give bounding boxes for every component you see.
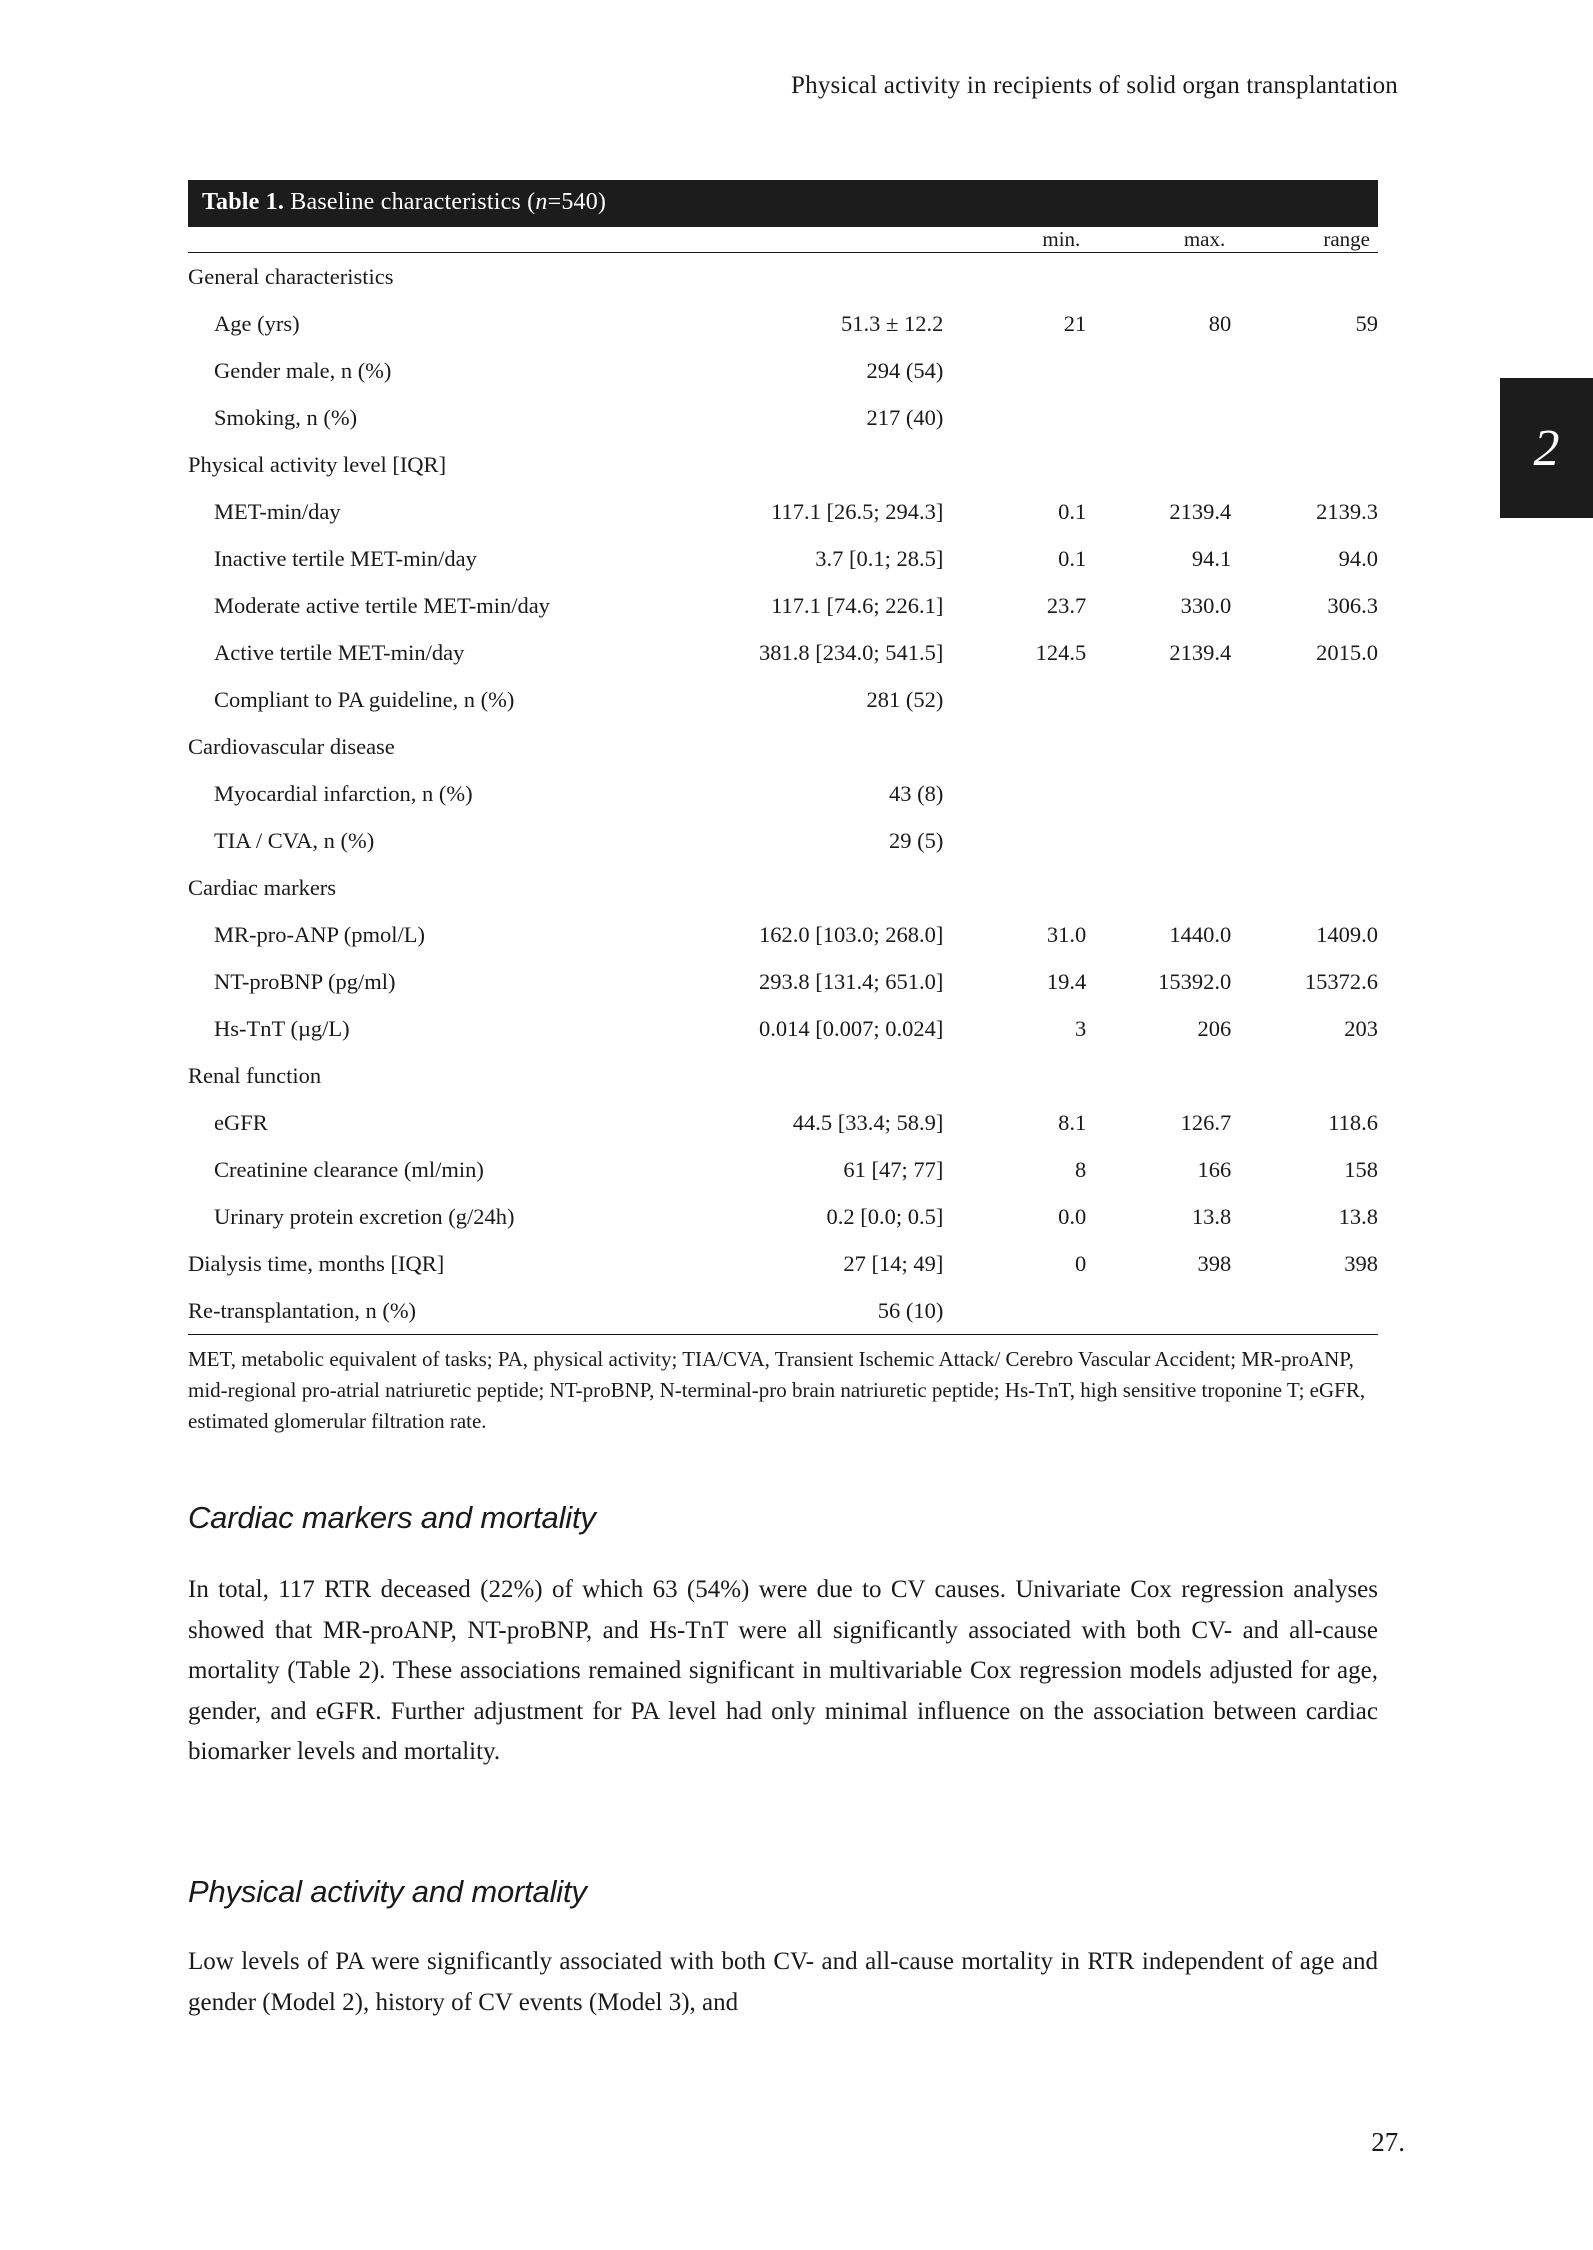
cell-value (636, 253, 944, 301)
cell-max (1086, 253, 1231, 301)
cell-label: TIA / CVA, n (%) (214, 827, 375, 853)
cell-label: Smoking, n (%) (214, 404, 358, 430)
cell-label: Age (yrs) (214, 310, 300, 336)
cell-value: 56 (10) (877, 1297, 944, 1323)
table-row (188, 1052, 1378, 1099)
table-row (188, 1146, 1378, 1193)
cell-range: 158 (1344, 1156, 1378, 1182)
cell-range (1231, 864, 1378, 911)
cell-label: Dialysis time, months [IQR] (188, 1250, 445, 1276)
cell-value (636, 1052, 944, 1099)
cell-label: Renal function (188, 1062, 322, 1088)
table-row (188, 1193, 1378, 1240)
col-header-value (636, 227, 944, 252)
cell-max (1086, 817, 1231, 864)
table-row (188, 253, 1378, 301)
col-header-min: min. (1042, 227, 1081, 251)
cell-max (1086, 676, 1231, 723)
page-number: 27. (1371, 2127, 1405, 2157)
table-row (188, 817, 1378, 864)
cell-min: 31.0 (1046, 921, 1087, 947)
cell-min: 8.1 (1058, 1109, 1087, 1135)
cell-min (943, 347, 1086, 394)
chapter-thumb-tab: 2 (1500, 378, 1593, 518)
paragraph-physical-activity-and-mortality: Low levels of PA were significantly associated with both CV- and all-cause mortality in RTR independent of age and gender (Model 2), history of CV events (Model 3), and (188, 1948, 1378, 2016)
table-caption-label: Table 1. (202, 189, 285, 215)
table-row (188, 1005, 1378, 1052)
table-row (188, 441, 1378, 488)
cell-min (943, 864, 1086, 911)
table-body (188, 253, 1378, 1335)
cell-range: 2139.3 (1316, 498, 1378, 524)
cell-max (1086, 1052, 1231, 1099)
cell-label: Hs-TnT (µg/L) (214, 1015, 350, 1041)
cell-range: 15372.6 (1304, 968, 1378, 994)
cell-value: 43 (8) (889, 780, 944, 806)
cell-range (1231, 347, 1378, 394)
cell-label: Inactive tertile MET-min/day (214, 545, 477, 571)
cell-min: 0.0 (1058, 1203, 1087, 1229)
cell-max (1086, 441, 1231, 488)
cell-range (1231, 676, 1378, 723)
cell-label: Cardiac markers (188, 874, 337, 900)
cell-range: 94.0 (1338, 545, 1378, 571)
table-row (188, 864, 1378, 911)
cell-max: 330.0 (1180, 592, 1232, 618)
heading-physical-activity-and-mortality: Physical activity and mortality (188, 1874, 587, 1909)
cell-label: NT-proBNP (pg/ml) (214, 968, 396, 994)
col-header-range: range (1323, 227, 1370, 251)
table-footnote: MET, metabolic equivalent of tasks; PA, physical activity; TIA/CVA, Transient Ischemic Attack/ Cerebro Vascular Accident; MR-proANP, mid-regional pro-atrial natriuretic peptide; NT-proBNP, N-terminal-pro brain natriuretic peptide; Hs-TnT, high sensitive troponine T; eGFR, estimated glomerular filtration rate. (188, 1347, 1366, 1433)
cell-min (943, 676, 1086, 723)
cell-min (943, 1287, 1086, 1334)
cell-label: Active tertile MET-min/day (214, 639, 465, 665)
cell-range: 306.3 (1327, 592, 1378, 618)
cell-min (943, 723, 1086, 770)
cell-label: Gender male, n (%) (214, 357, 392, 383)
cell-range: 1409.0 (1316, 921, 1378, 947)
cell-value: 3.7 [0.1; 28.5] (815, 545, 944, 571)
col-header-max: max. (1183, 227, 1226, 251)
cell-min: 8 (1075, 1156, 1087, 1182)
cell-min: 21 (1063, 310, 1087, 336)
cell-value: 117.1 [26.5; 294.3] (771, 498, 944, 524)
cell-max: 2139.4 (1169, 639, 1232, 665)
cell-label: Myocardial infarction, n (%) (214, 780, 473, 806)
paragraph-cardiac-markers-and-mortality: In total, 117 RTR deceased (22%) of which 63 (54%) were due to CV causes. Univariate Cox regression analyses showed that MR-proANP, NT-proBNP, and Hs-TnT were all significantly associated with both CV- and all-cause mortality (Table 2). These associations remained significant in multivariable Cox regression models adjusted for age, gender, and eGFR. Further adjustment for PA level had only minimal influence on the association between cardiac biomarker levels and mortality. (188, 1576, 1378, 1765)
cell-range (1231, 253, 1378, 301)
cell-range: 13.8 (1338, 1203, 1378, 1229)
cell-value (636, 441, 944, 488)
table-caption-text: Baseline characteristics (n=540) (290, 189, 607, 215)
heading-cardiac-markers-and-mortality: Cardiac markers and mortality (188, 1500, 596, 1535)
cell-range: 398 (1344, 1250, 1378, 1276)
cell-min: 23.7 (1046, 592, 1087, 618)
table-row (188, 300, 1378, 347)
cell-value (636, 723, 944, 770)
cell-range: 2015.0 (1316, 639, 1378, 665)
cell-max: 126.7 (1180, 1109, 1232, 1135)
cell-min: 19.4 (1046, 968, 1087, 994)
cell-value: 162.0 [103.0; 268.0] (759, 921, 944, 947)
cell-range (1231, 441, 1378, 488)
cell-label: MET-min/day (214, 498, 341, 524)
cell-value: 294 (54) (866, 357, 944, 383)
cell-max (1086, 770, 1231, 817)
cell-range (1231, 770, 1378, 817)
table-1 (188, 180, 1378, 1437)
cell-min: 0.1 (1058, 545, 1087, 571)
cell-max: 206 (1197, 1015, 1232, 1041)
table-header-row (188, 227, 1378, 252)
table-row (188, 723, 1378, 770)
cell-max (1086, 723, 1231, 770)
table-row (188, 629, 1378, 676)
table-row (188, 1240, 1378, 1287)
cell-min: 124.5 (1035, 639, 1087, 665)
cell-value: 117.1 [74.6; 226.1] (771, 592, 944, 618)
cell-max: 94.1 (1191, 545, 1232, 571)
cell-label: Physical activity level [IQR] (188, 451, 447, 477)
cell-min (943, 1052, 1086, 1099)
cell-min (943, 441, 1086, 488)
table-row (188, 1099, 1378, 1146)
cell-value: 381.8 [234.0; 541.5] (759, 639, 944, 665)
cell-min: 3 (1075, 1015, 1087, 1041)
cell-range: 203 (1344, 1015, 1378, 1041)
cell-value: 27 [14; 49] (843, 1250, 944, 1276)
table-row (188, 394, 1378, 441)
cell-range (1231, 1287, 1378, 1334)
cell-max: 13.8 (1191, 1203, 1232, 1229)
cell-max (1086, 347, 1231, 394)
cell-label: Compliant to PA guideline, n (%) (214, 686, 515, 712)
cell-max: 15392.0 (1158, 968, 1232, 994)
cell-range (1231, 394, 1378, 441)
cell-min (943, 394, 1086, 441)
cell-value: 44.5 [33.4; 58.9] (792, 1109, 944, 1135)
cell-label: Urinary protein excretion (g/24h) (214, 1203, 515, 1229)
cell-value: 0.2 [0.0; 0.5] (826, 1203, 944, 1229)
table-row (188, 535, 1378, 582)
cell-min (943, 770, 1086, 817)
cell-max: 166 (1197, 1156, 1232, 1182)
cell-range (1231, 723, 1378, 770)
cell-max (1086, 1287, 1231, 1334)
cell-max: 2139.4 (1169, 498, 1232, 524)
running-head: Physical activity in recipients of solid organ transplantation (791, 72, 1398, 99)
table-row (188, 958, 1378, 1005)
table-1-grid (188, 227, 1378, 1334)
cell-value: 293.8 [131.4; 651.0] (759, 968, 944, 994)
cell-range: 118.6 (1328, 1109, 1378, 1135)
cell-label: eGFR (214, 1109, 268, 1135)
cell-max: 1440.0 (1169, 921, 1232, 947)
cell-value: 61 [47; 77] (843, 1156, 944, 1182)
cell-label: Re-transplantation, n (%) (188, 1297, 417, 1323)
table-row (188, 770, 1378, 817)
cell-range (1231, 1052, 1378, 1099)
cell-value: 0.014 [0.007; 0.024] (759, 1015, 944, 1041)
table-row (188, 347, 1378, 394)
cell-label: Cardiovascular disease (188, 733, 395, 759)
table-row (188, 488, 1378, 535)
cell-label: Moderate active tertile MET-min/day (214, 592, 550, 618)
cell-max (1086, 864, 1231, 911)
cell-value: 29 (5) (889, 827, 944, 853)
cell-range: 59 (1355, 310, 1378, 336)
cell-value: 51.3 ± 12.2 (841, 310, 944, 336)
cell-label: General characteristics (188, 263, 394, 289)
table-row (188, 1287, 1378, 1334)
cell-min (943, 817, 1086, 864)
cell-label: Creatinine clearance (ml/min) (214, 1156, 484, 1182)
table-row (188, 582, 1378, 629)
cell-max (1086, 394, 1231, 441)
cell-label: MR-pro-ANP (pmol/L) (214, 921, 426, 947)
cell-value: 217 (40) (866, 404, 944, 430)
cell-max: 398 (1197, 1250, 1232, 1276)
table-row (188, 676, 1378, 723)
table-caption (188, 180, 1378, 227)
cell-min (943, 253, 1086, 301)
table-row (188, 911, 1378, 958)
cell-min: 0 (1075, 1250, 1087, 1276)
col-header-label (188, 227, 636, 252)
cell-range (1231, 817, 1378, 864)
cell-value (636, 864, 944, 911)
cell-value: 281 (52) (866, 686, 944, 712)
cell-min: 0.1 (1058, 498, 1087, 524)
cell-max: 80 (1208, 310, 1232, 336)
